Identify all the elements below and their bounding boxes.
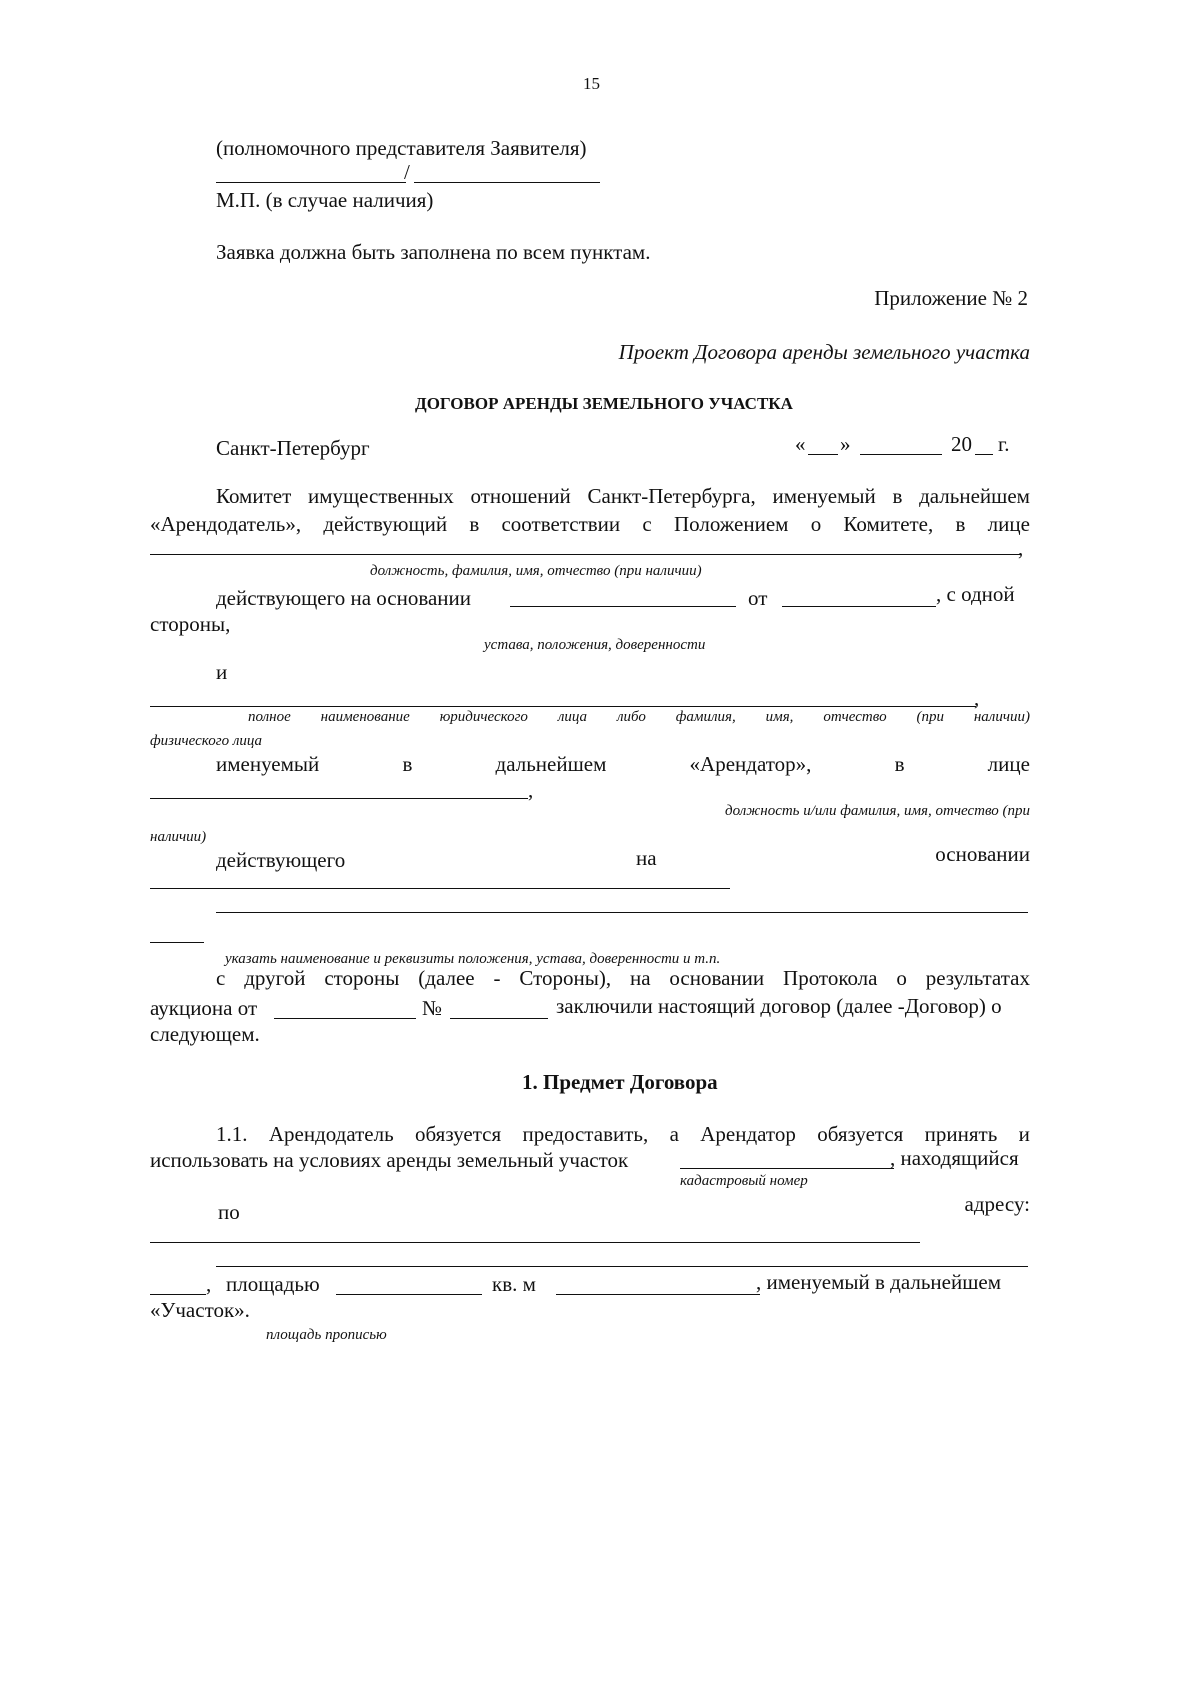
hint-basis: устава, положения, доверенности [484,637,706,653]
date-month-line [860,454,942,455]
representative-comma: , [528,778,534,802]
cadastral-line [680,1168,894,1169]
page-number: 15 [583,74,600,93]
named-hereafter-label: , именуемый в дальнейшем [756,1270,1002,1294]
acting-label: действующего [216,848,346,872]
city: Санкт-Петербург [216,436,370,460]
docs-line-1 [150,888,730,889]
at-label: по [218,1200,240,1224]
auction-date-line [274,1018,416,1019]
hint-tenant-2: физического лица [150,733,263,749]
address-line-1 [150,1242,920,1243]
date-year-suffix: г. [998,432,1010,456]
and-label: и [216,660,228,684]
auction-from-label: аукциона от [150,996,258,1020]
signature-slash: / [404,160,410,184]
plot-label: «Участок». [150,1298,250,1322]
signature-line [216,182,406,183]
appendix-label: Приложение № 2 [874,286,1028,310]
address-label: адресу: [964,1192,1030,1216]
one-side-label: , с одной [936,582,1015,606]
draft-title: Проект Договора аренды земельного участка [618,340,1030,364]
area-digits-line [336,1294,482,1295]
hint-area-words: площадь прописью [266,1327,387,1343]
hint-cadastral: кадастровый номер [680,1173,808,1189]
basis-date-line [782,606,936,607]
acting-on-label: действующего на основании [216,586,472,610]
hint-position-2: наличии) [150,829,207,845]
docs-line-2 [216,912,1028,913]
from-label: от [748,586,768,610]
protocol-number-sign: № [422,996,443,1020]
following-text: следующем. [150,1022,260,1046]
address-line-3 [150,1294,206,1295]
date-century: 20 [951,432,972,456]
fill-note: Заявка должна быть заполнена по всем пунктам. [216,240,651,264]
sq-m-label: кв. м [492,1272,536,1296]
date-open-quote: « [795,432,806,456]
official-comma: , [1018,536,1024,560]
hint-tenant: полное наименование юридического лица либо фамилия, имя, отчество (при наличии) [248,709,1030,725]
side-label: стороны, [150,612,231,636]
address-line-2 [216,1266,1028,1267]
hint-docs: указать наименование и реквизиты положения, устава, доверенности и т.п. [225,951,721,967]
para1-line1: Комитет имущественных отношений Санкт-Петербурга, именуемый в дальнейшем [216,484,1030,508]
hint-official: должность, фамилия, имя, отчество (при наличии) [370,563,702,579]
representative-line [150,798,528,799]
located-label: , находящийся [890,1146,1019,1170]
tenant-comma: , [974,686,980,710]
area-label: площадью [226,1272,320,1296]
area-words-line [556,1294,760,1295]
contract-title: ДОГОВОР АРЕНДЫ ЗЕМЕЛЬНОГО УЧАСТКА [415,394,793,413]
concluded-text: заключили настоящий договор (далее -Договор) о [556,994,1002,1018]
para1-line2: «Арендодатель», действующий в соответствии с Положением о Комитете, в лице [150,512,1030,536]
clause-1-1-line2: использовать на условиях аренды земельный участок [150,1148,629,1172]
other-side-row: с другой стороны (далее - Стороны), на основании Протокола о результатах [216,966,1030,990]
basis-line [510,606,736,607]
section1-heading: 1. Предмет Договора [522,1070,718,1094]
official-name-line [150,554,1020,555]
representative-caption: (полномочного представителя Заявителя) [216,136,587,160]
docs-line-3 [150,942,204,943]
date-close-quote: » [840,432,851,456]
named-row: именуемый в дальнейшем «Арендатор», в лице [216,752,1030,776]
hint-position: должность и/или фамилия, имя, отчество (при [725,803,1030,819]
date-day-line [808,454,838,455]
name-line [414,182,600,183]
on-label: на [636,846,657,870]
tenant-name-line [150,706,976,707]
area-comma: , [206,1272,212,1296]
date-year-line [975,454,993,455]
stamp-caption: М.П. (в случае наличия) [216,188,434,212]
clause-1-1-line1: 1.1. Арендодатель обязуется предоставить, а Арендатор обязуется принять и [216,1122,1030,1146]
protocol-number-line [450,1018,548,1019]
basis-label: основании [935,842,1030,866]
